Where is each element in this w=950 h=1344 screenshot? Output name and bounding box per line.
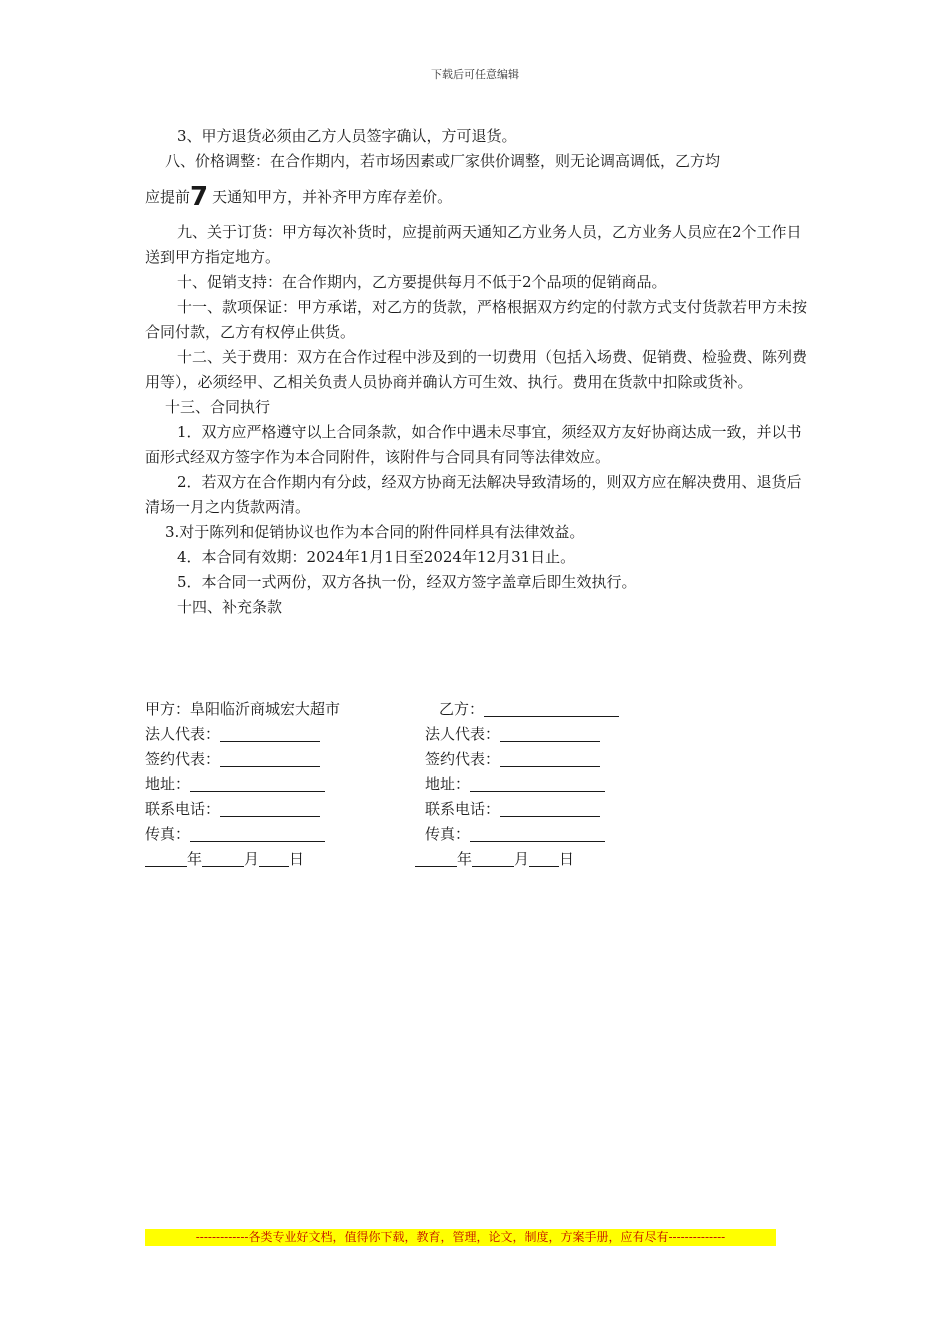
a-fax-blank bbox=[190, 824, 325, 842]
execution-item-3: 3.对于陈列和促销协议也作为本合同的附件同样具有法律效益。 bbox=[165, 523, 585, 541]
party-b-blank bbox=[484, 699, 619, 717]
b-signing-rep-blank bbox=[500, 749, 600, 767]
execution-item-5: 5．本合同一式两份，双方各执一份，经双方签字盖章后即生效执行。 bbox=[177, 573, 637, 591]
party-b-label: 乙方： bbox=[439, 700, 485, 718]
b-address-field bbox=[425, 772, 605, 797]
a-legal-rep-blank bbox=[220, 724, 320, 742]
a-fax-label: 传真： bbox=[145, 825, 191, 843]
page-header: 下载后可任意编辑 bbox=[431, 68, 519, 81]
a-day-blank bbox=[259, 849, 289, 867]
b-address-label: 地址： bbox=[425, 775, 471, 793]
b-month-blank bbox=[472, 849, 514, 867]
b-phone-label: 联系电话： bbox=[425, 800, 501, 818]
execution-item-2: 2．若双方在合作期内有分歧，经双方协商无法解决导致清场的，则双方应在解决费用、退货后清场一月之内货款两清。 bbox=[145, 473, 802, 516]
a-signing-rep-label: 签约代表： bbox=[145, 750, 221, 768]
sig-row-phone bbox=[145, 797, 809, 822]
price-adjust-pre: 应提前 bbox=[145, 188, 191, 206]
clause-return-confirm: 3、甲方退货必须由乙方人员签字确认，方可退货。 bbox=[177, 127, 517, 145]
party-a-label: 甲方：阜阳临沂商城宏大超市 bbox=[145, 700, 341, 718]
a-address-label: 地址： bbox=[145, 775, 191, 793]
a-phone-field bbox=[145, 797, 320, 822]
a-date-field bbox=[145, 847, 304, 872]
sig-row-signing bbox=[145, 747, 809, 772]
a-year-blank bbox=[145, 849, 187, 867]
sig-row-legal bbox=[145, 722, 809, 747]
b-legal-rep-blank bbox=[500, 724, 600, 742]
clause-price-adjust: 八、价格调整：在合作期内，若市场因素或厂家供价调整，则无论调高调低，乙方均 bbox=[165, 152, 721, 170]
b-phone-field bbox=[425, 797, 600, 822]
a-signing-rep-blank bbox=[220, 749, 320, 767]
a-fax-field bbox=[145, 822, 325, 847]
b-month-label: 月 bbox=[514, 850, 530, 868]
a-month-blank bbox=[202, 849, 244, 867]
b-phone-blank bbox=[500, 799, 600, 817]
clause-payment: 十一、款项保证：甲方承诺，对乙方的货款，严格根据双方约定的付款方式支付货款若甲方未按合同付款，乙方有权停止供货。 bbox=[145, 298, 808, 341]
b-day-blank bbox=[529, 849, 559, 867]
b-date-field bbox=[415, 847, 574, 872]
signature-block bbox=[145, 697, 809, 872]
b-fax-label: 传真： bbox=[425, 825, 471, 843]
clause-ordering: 九、关于订货：甲方每次补货时，应提前两天通知乙方业务人员，乙方业务人员应在2个工作日送到甲方指定地方。 bbox=[145, 223, 802, 266]
clause-price-adjust-cont bbox=[145, 182, 809, 212]
b-signing-rep-label: 签约代表： bbox=[425, 750, 501, 768]
b-year-label: 年 bbox=[457, 850, 473, 868]
contract-body bbox=[145, 124, 809, 620]
b-signing-rep-field bbox=[425, 747, 600, 772]
a-phone-label: 联系电话： bbox=[145, 800, 221, 818]
a-day-label: 日 bbox=[289, 850, 305, 868]
clause-supplementary: 十四、补充条款 bbox=[177, 598, 283, 616]
sig-row-address bbox=[145, 772, 809, 797]
b-day-label: 日 bbox=[559, 850, 575, 868]
price-adjust-post: 天通知甲方，并补齐甲方库存差价。 bbox=[212, 188, 453, 206]
clause-execution-title: 十三、合同执行 bbox=[165, 398, 271, 416]
a-legal-rep-label: 法人代表： bbox=[145, 725, 221, 743]
clause-fees: 十二、关于费用：双方在合作过程中涉及到的一切费用（包括入场费、促销费、检验费、陈列费用等），必须经甲、乙相关负责人员协商并确认方可生效、执行。费用在货款中扣除或货补。 bbox=[145, 348, 808, 391]
clause-promotion: 十、促销支持：在合作期内，乙方要提供每月不低于2个品项的促销商品。 bbox=[177, 273, 667, 291]
notice-days-number: 7 bbox=[190, 182, 209, 212]
b-fax-blank bbox=[470, 824, 605, 842]
a-legal-rep-field bbox=[145, 722, 320, 747]
sig-row-fax bbox=[145, 822, 809, 847]
a-address-blank bbox=[190, 774, 325, 792]
b-year-blank bbox=[415, 849, 457, 867]
sig-row-party bbox=[145, 697, 809, 722]
execution-item-1: 1．双方应严格遵守以上合同条款，如合作中遇未尽事宜，须经双方友好协商达成一致，并以书面形式经双方签字作为本合同附件，该附件与合同具有同等法律效应。 bbox=[145, 423, 802, 466]
a-phone-blank bbox=[220, 799, 320, 817]
promo-footer-banner: -------------各类专业好文档，值得你下载，教育，管理，论文，制度，方案手册，应有尽有-------------- bbox=[145, 1229, 776, 1246]
a-address-field bbox=[145, 772, 325, 797]
b-address-blank bbox=[470, 774, 605, 792]
b-legal-rep-label: 法人代表： bbox=[425, 725, 501, 743]
a-month-label: 月 bbox=[244, 850, 260, 868]
a-year-label: 年 bbox=[187, 850, 203, 868]
sig-row-date bbox=[145, 847, 809, 872]
b-legal-rep-field bbox=[425, 722, 600, 747]
b-fax-field bbox=[425, 822, 605, 847]
a-signing-rep-field bbox=[145, 747, 320, 772]
party-b-field bbox=[439, 697, 619, 722]
execution-item-4: 4．本合同有效期：2024年1月1日至2024年12月31日止。 bbox=[177, 548, 576, 566]
